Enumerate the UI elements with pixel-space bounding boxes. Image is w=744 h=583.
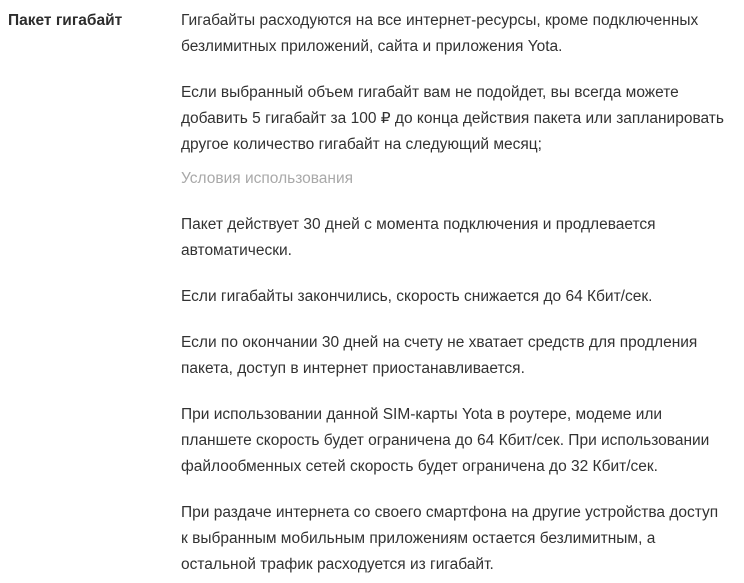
paragraph-speed-after-limit: Если гигабайты закончились, скорость снижается до 64 Кбит/сек. <box>181 288 653 305</box>
paragraph-package-validity: Пакет действует 30 дней с момента подключения и продлевается автоматически. <box>181 216 656 259</box>
subheading-terms-of-use: Условия использования <box>181 170 354 187</box>
paragraph-router-modem-limit: При использовании данной SIM-карты Yota в роутере, модеме или планшете скорость будет ограничена до 64 Кбит/сек. При использовании файлообменных сетей скорость будет ограничена до 32 Кбит/сек. <box>181 406 710 475</box>
section-title: Пакет гигабайт <box>8 12 123 29</box>
term-column <box>8 8 181 34</box>
description-column <box>181 8 729 578</box>
paragraph-add-gigabytes: Если выбранный объем гигабайт вам не подойдет, вы всегда можете добавить 5 гигабайт за 100 ₽ до конца действия пакета или запланировать другое количество гигабайт на следующий месяц; <box>181 84 724 153</box>
paragraph-gigabytes-usage: Гигабайты расходуются на все интернет-ресурсы, кроме подключенных безлимитных приложений, сайта и приложения Yota. <box>181 12 699 55</box>
paragraph-tethering-rules: При раздаче интернета со своего смартфона на другие устройства доступ к выбранным мобильным приложениям остается безлимитным, а остальной трафик расходуется из гигабайт. <box>181 504 719 573</box>
paragraph-insufficient-funds: Если по окончании 30 дней на счету не хватает средств для продления пакета, доступ в интернет приостанавливается. <box>181 334 698 377</box>
